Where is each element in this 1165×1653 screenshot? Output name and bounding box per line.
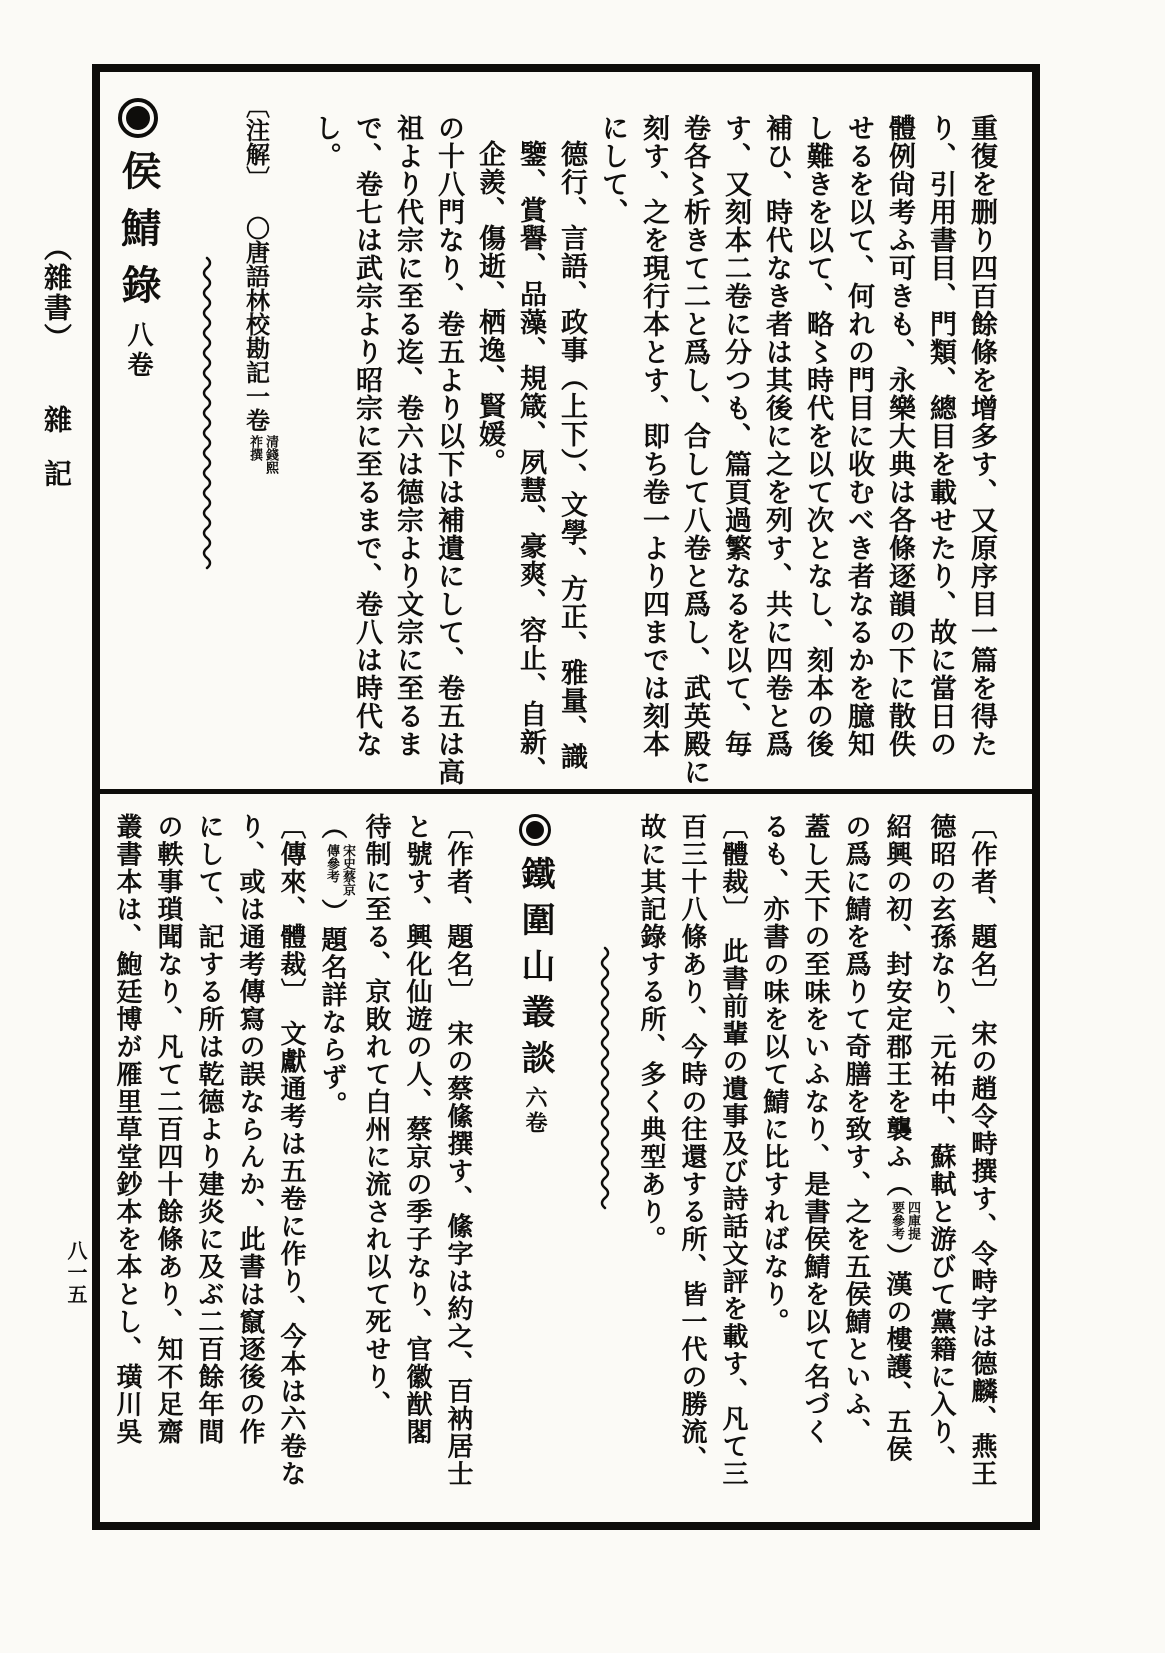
entry-title-text: 侯鯖錄: [115, 150, 162, 321]
column-text: ）漢の樓護、五侯: [882, 1243, 912, 1463]
annotation-line: 清錢熙: [263, 435, 278, 474]
text-column: るも、亦書の味を以て鯖に比すればなり。: [759, 813, 789, 1336]
annotation-line: 祚撰: [247, 435, 262, 461]
compiler-annotation: [246, 435, 278, 474]
note-section: [239, 94, 279, 734]
bottom-text-block-a: [630, 813, 1002, 1507]
text-column: 待制に至る、京敗れて白州に流され以て死せり、: [361, 813, 391, 1418]
page-number: 八一五: [64, 1240, 88, 1306]
text-column: せるを以て、何れの門目に收むべき者なるかを臆知: [843, 114, 874, 758]
entry-title-houseiroku: [99, 96, 177, 716]
margin-category-label: （雜書）: [40, 233, 73, 353]
text-column: 〔作者、題名〕 宋の蔡絛撰す、絛字は約之、百衲居士: [443, 813, 473, 1488]
text-column: す、又刻本二卷に分つも、篇頁過繁なるを以て、毎: [720, 114, 751, 758]
annotation-line: 要參考: [889, 1201, 904, 1240]
entry-title-tetsuizansoudan: [502, 812, 568, 1472]
text-column: り、引用書目、門類、總目を載せたり、故に當日の: [925, 114, 956, 758]
entry-volume-count: 八卷: [123, 321, 153, 381]
text-column-category-list: 鑒、賞譽、品藻、規箴、夙慧、豪爽、容止、自新、: [515, 140, 546, 784]
bottom-text-block-b: [106, 813, 478, 1507]
column-text: 紹興の初、封安定郡王を襲ふ（: [882, 813, 912, 1198]
text-column-category-list: 德行、言語、政事（上下）、文學、方正、雅量、識: [556, 140, 587, 771]
annotation-line: 宋史蔡京: [340, 843, 355, 896]
text-column: 德昭の玄孫なり、元祐中、蘇軾と游びて黨籍に入り、: [926, 813, 956, 1473]
text-column: 〔傳來、體裁〕 文獻通考は五卷に作り、今本は六卷な: [276, 813, 306, 1488]
source-annotation: [323, 844, 355, 896]
margin-heading: [36, 233, 76, 653]
column-text: ）題名詳ならず。: [317, 898, 347, 1119]
text-column: り、或は通考傳寫の誤ならんか、此書は竄逐後の作: [235, 813, 265, 1446]
top-text-block: [305, 114, 1002, 790]
text-column: 〔作者、題名〕 宋の趙令畤撰す、令畤字は德麟、燕王: [967, 813, 997, 1488]
note-entry-text: 〇唐語林校勘記一卷: [241, 216, 271, 432]
text-column-with-annotation: [311, 813, 355, 1507]
text-column: の十八門なり、卷五より以下は補遺にして、卷五は高: [433, 114, 464, 786]
text-column: で、卷七は武宗より昭宗に至るまで、卷八は時代な: [351, 114, 382, 758]
text-column: 刻す、之を現行本とす、即ち卷一より四までは刻本: [638, 114, 669, 758]
text-column: にして、: [597, 114, 628, 226]
text-column-category-list: 企羨、傷逝、栖逸、賢媛。: [474, 140, 505, 476]
text-column: 百三十八條あり、今時の往還する所、皆一代の勝流、: [677, 813, 707, 1473]
entry-volume-count: 六卷: [522, 1086, 548, 1136]
note-section-header: 〔注解〕: [241, 94, 271, 190]
annotation-line: 四庫提: [905, 1201, 920, 1240]
text-column: 卷各〻析きて二と爲し、合して八卷と爲し、武英殿に: [679, 114, 710, 786]
text-column: 〔體裁〕 此書前輩の遺事及び詩話文評を載す、凡て三: [718, 813, 748, 1488]
text-column: 補ひ、時代なき者は其後に之を列す、共に四卷と爲: [761, 114, 792, 758]
bullseye-icon: [519, 814, 551, 846]
text-column: 祖より代宗に至る迄、卷六は德宗より文宗に至るま: [392, 114, 423, 758]
wavy-rule: [598, 946, 612, 1212]
column-text: （: [317, 813, 347, 841]
text-column: 叢書本は、鮑廷博が雁里草堂鈔本を本とし、璜川吳: [112, 813, 142, 1446]
text-column: 體例尙考ふ可きも、永樂大典は各條逐韻の下に散佚: [884, 114, 915, 758]
margin-section-label: 雜記: [40, 405, 73, 513]
text-column: にして、記する所は乾德より建炎に及ぶ二百餘年間: [194, 813, 224, 1446]
text-column: し難きを以て、略〻時代を以て次となし、刻本の後: [802, 114, 833, 758]
text-column: 重復を删り四百餘條を增多す、又原序目一篇を得た: [966, 114, 997, 758]
annotation-line: 傳參考: [324, 843, 339, 883]
text-column-with-annotation: [876, 813, 920, 1507]
text-column: の軼事瑣聞なり、凡て二百四十餘條あり、知不足齋: [153, 813, 183, 1446]
text-column: の爲に鯖を爲りて奇膳を致す、之を五侯鯖といふ、: [841, 813, 871, 1446]
source-annotation: [888, 1201, 920, 1240]
text-column: 蓋し天下の至味をいふなり、是書侯鯖を以て名づく: [800, 813, 830, 1446]
text-column: し。: [310, 114, 341, 170]
text-column: 故に其記錄する所、多く典型あり。: [636, 813, 666, 1253]
text-column: と號す、興化仙遊の人、蔡京の季子なり、官徽猷閣: [402, 813, 432, 1446]
wavy-rule: [200, 256, 214, 572]
entry-title-text: 鐵圍山叢談: [515, 856, 555, 1086]
bullseye-icon: [118, 98, 158, 138]
